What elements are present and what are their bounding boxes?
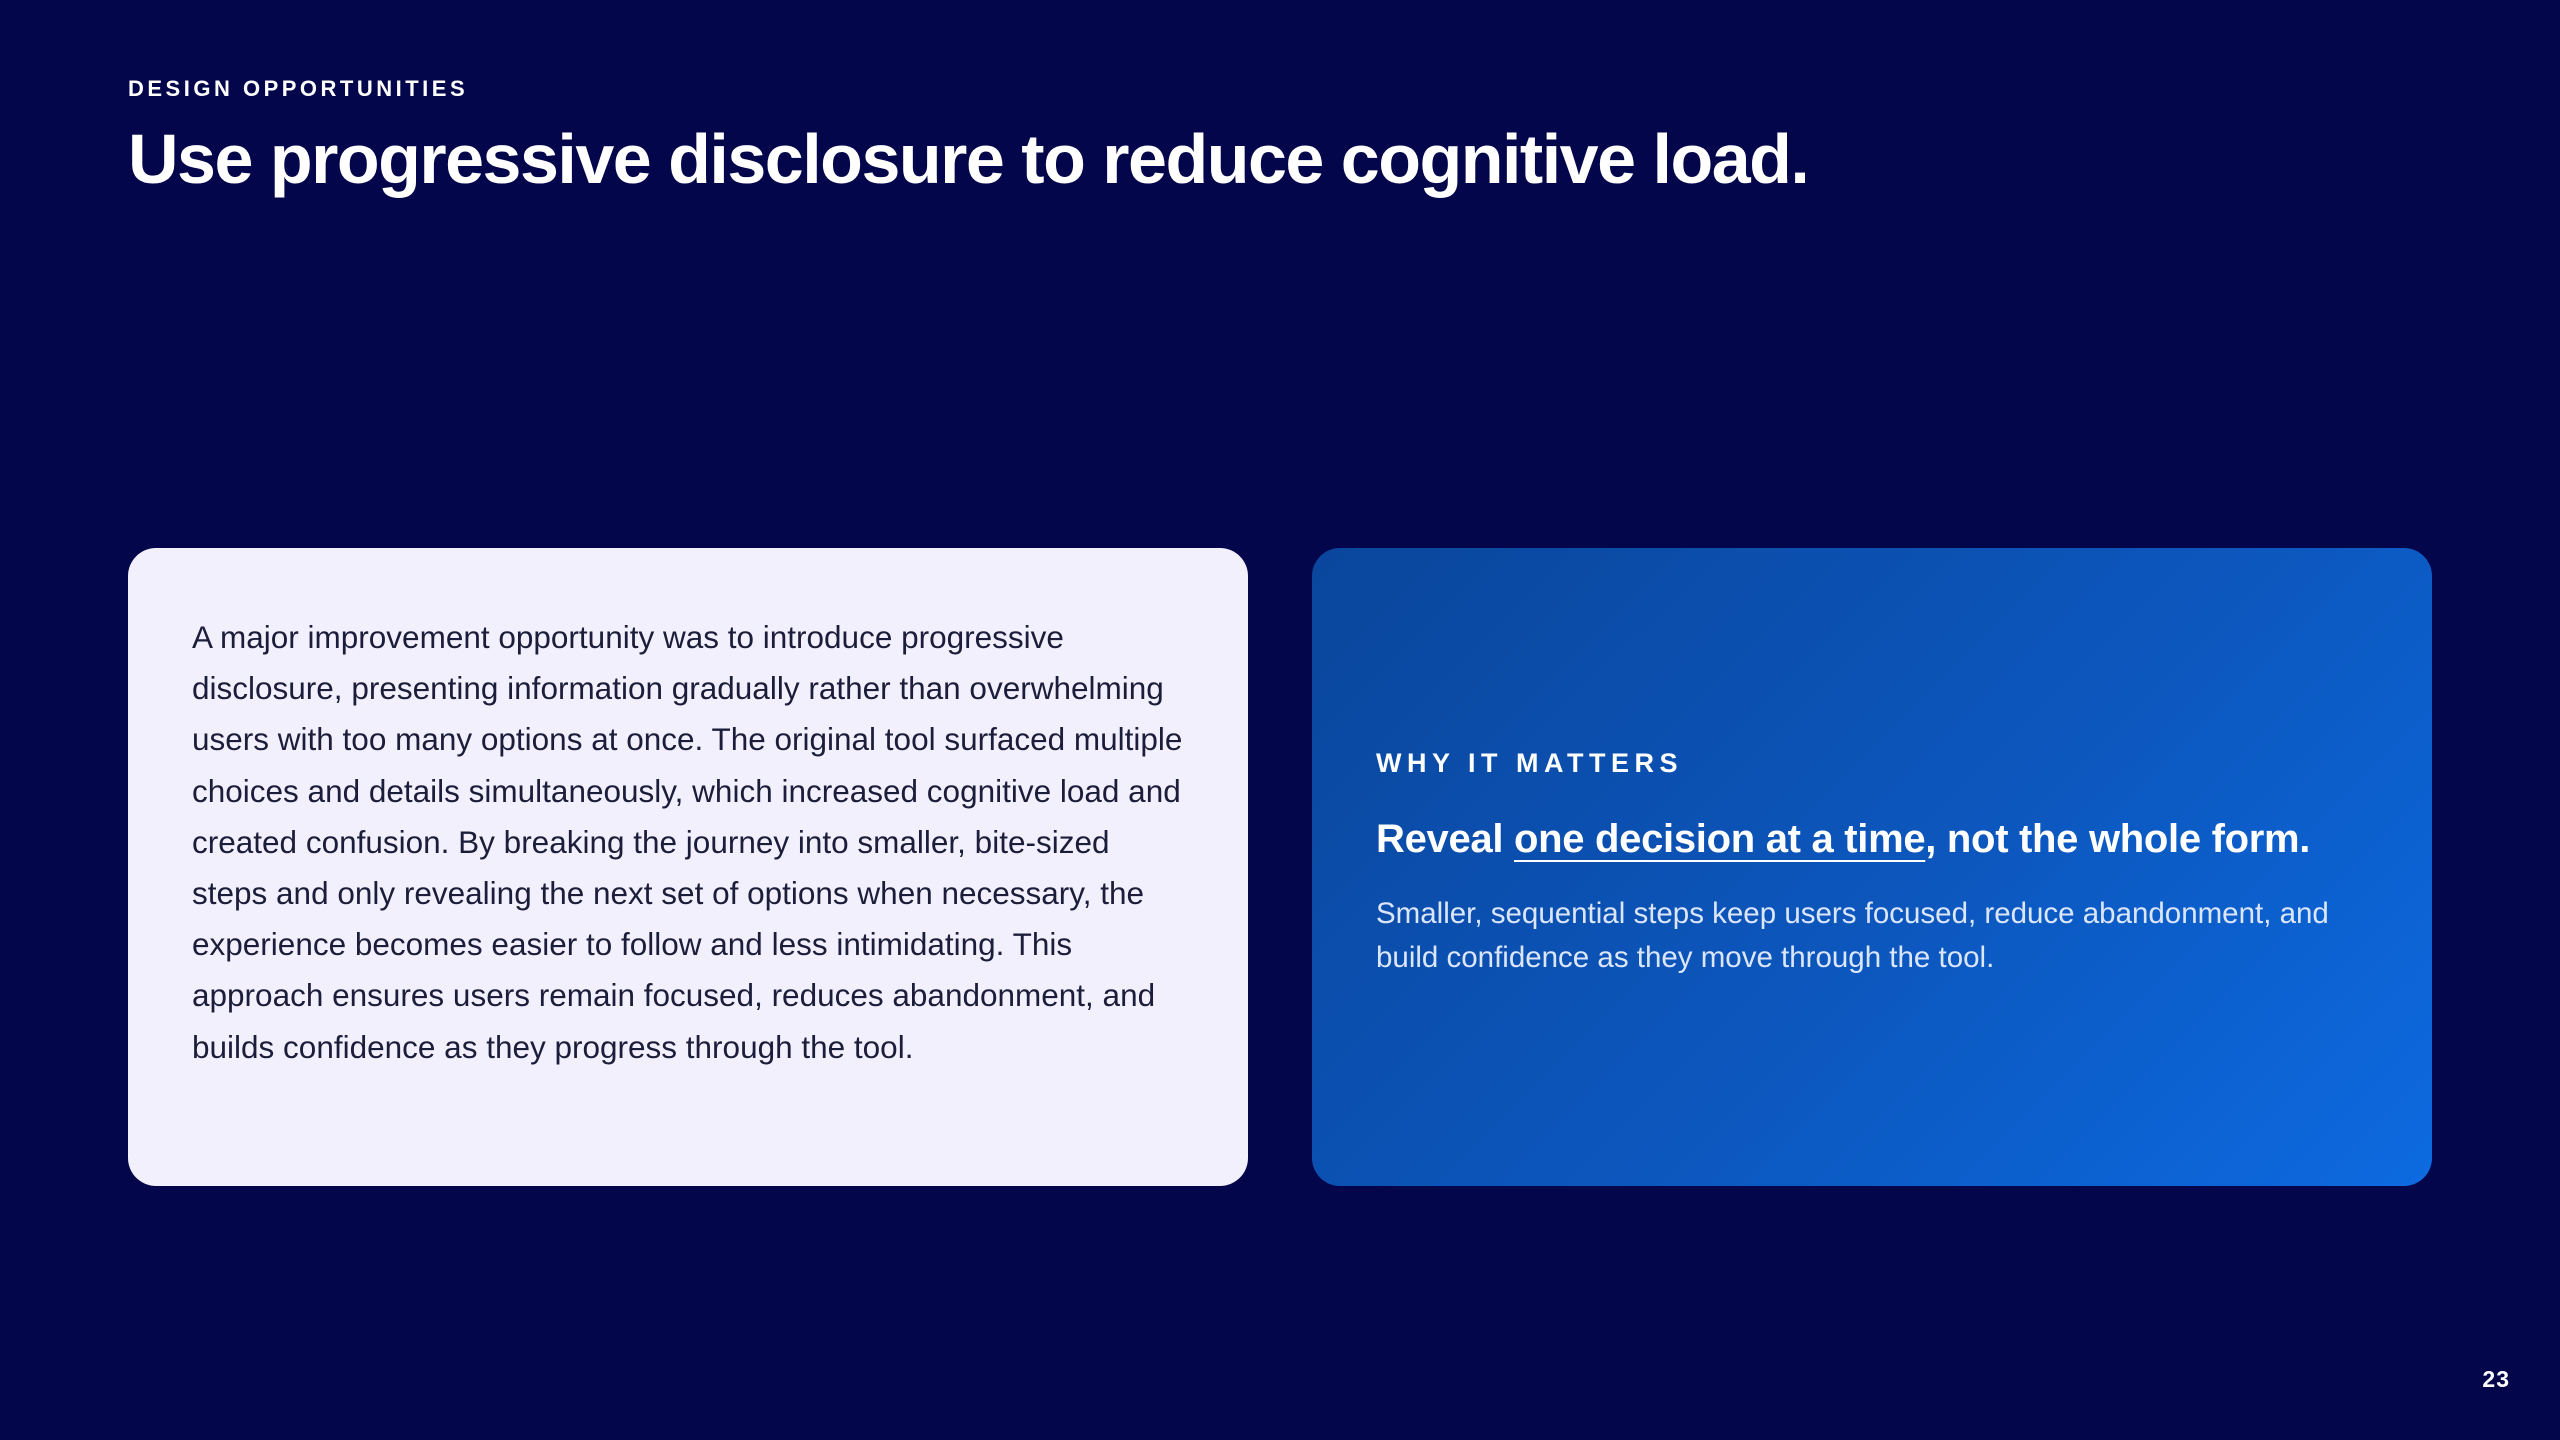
page-title: Use progressive disclosure to reduce cognitive load. xyxy=(128,120,1809,198)
statement-prefix: Reveal xyxy=(1376,817,1514,861)
description-text: A major improvement opportunity was to introduce progressive disclosure, presenting information gradually rather than overwhelming users with too many options at once. The original tool surfaced multiple choices and details simultaneously, which increased cognitive load and created confusion. By breaking the journey into smaller, bite-sized steps and only revealing the next set of options when necessary, the experience becomes easier to follow and less intimidating. This approach ensures users remain focused, reduces abandonment, and builds confidence as they progress through the tool. xyxy=(192,619,1183,1065)
page-number: 23 xyxy=(2482,1366,2510,1392)
statement-suffix: , not the whole form. xyxy=(1925,817,2311,861)
supporting-text: Smaller, sequential steps keep users focused, reduce abandonment, and build confidence as they move through the tool. xyxy=(1376,897,2329,974)
why-it-matters-label: WHY IT MATTERS xyxy=(1376,748,1683,778)
key-statement xyxy=(1376,812,2310,866)
section-eyebrow: DESIGN OPPORTUNITIES xyxy=(128,76,469,101)
description-card xyxy=(128,548,1248,1186)
statement-highlight: one decision at a time xyxy=(1514,817,1926,861)
why-it-matters-card xyxy=(1312,548,2432,1186)
